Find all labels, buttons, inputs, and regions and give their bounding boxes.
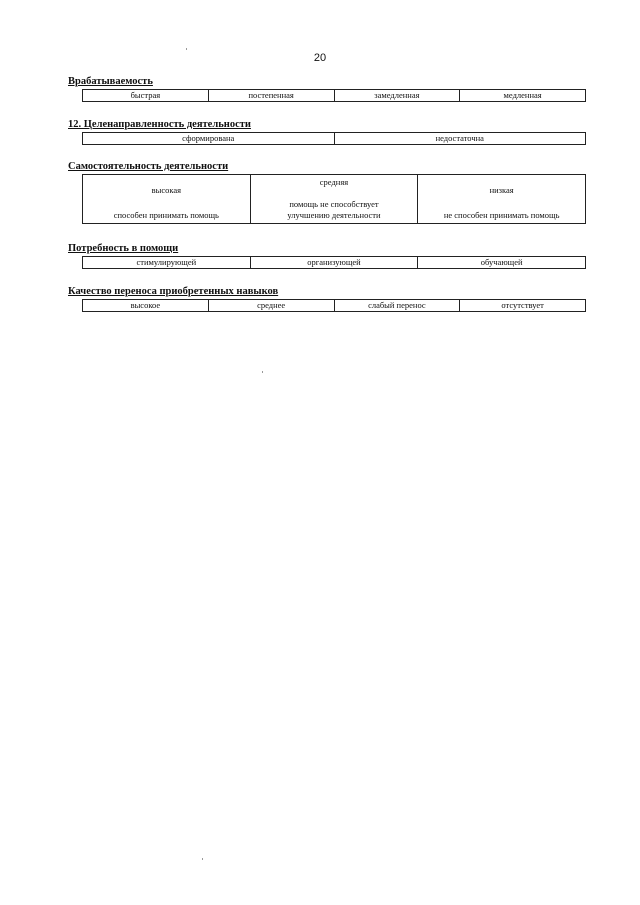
scan-speck (202, 858, 203, 860)
need-for-help-cell: стимулирующей (83, 257, 251, 269)
independence-description: не способен принимать помощь (443, 210, 560, 220)
need-for-help-cell: организующей (250, 257, 418, 269)
section-title-warmup: Врабатываемость (68, 76, 153, 87)
warmup-cell: быстрая (83, 90, 209, 102)
section-need-for-help (68, 243, 586, 269)
independence-cell (83, 175, 251, 224)
purposefulness-cell: сформирована (83, 133, 335, 145)
need-for-help-table (82, 256, 586, 269)
section-purposefulness (68, 119, 586, 145)
section-title-need-for-help: Потребность в помощи (68, 243, 179, 254)
warmup-cell: замедленная (334, 90, 460, 102)
independence-level: низкая (489, 185, 514, 195)
independence-description: помощь не способствует улучшению деятельности (287, 199, 381, 220)
warmup-cell: постепенная (208, 90, 334, 102)
skill-transfer-cell: отсутствует (460, 300, 586, 312)
section-warmup (68, 76, 586, 102)
warmup-cell: медленная (460, 90, 586, 102)
independence-table (82, 174, 586, 224)
need-for-help-cell: обучающей (418, 257, 586, 269)
purposefulness-cell: недостаточна (334, 133, 586, 145)
scan-speck (262, 371, 263, 373)
independence-level: средняя (319, 177, 349, 187)
section-title-skill-transfer: Качество переноса приобретенных навыков (68, 286, 279, 297)
purposefulness-table (82, 132, 586, 145)
section-skill-transfer (68, 286, 586, 312)
scan-speck (186, 48, 187, 50)
page-number: 20 (313, 52, 327, 64)
skill-transfer-table (82, 299, 586, 312)
skill-transfer-cell: высокое (83, 300, 209, 312)
section-title-independence: Самостоятельность деятельности (68, 161, 229, 172)
skill-transfer-cell: среднее (208, 300, 334, 312)
section-independence (68, 161, 586, 224)
skill-transfer-cell: слабый перенос (334, 300, 460, 312)
section-title-purposefulness: 12. Целенаправленность деятельности (68, 119, 251, 130)
independence-description: способен принимать помощь (113, 210, 219, 220)
independence-cell (250, 175, 418, 224)
independence-level: высокая (151, 185, 182, 195)
independence-cell (418, 175, 586, 224)
warmup-table (82, 89, 586, 102)
